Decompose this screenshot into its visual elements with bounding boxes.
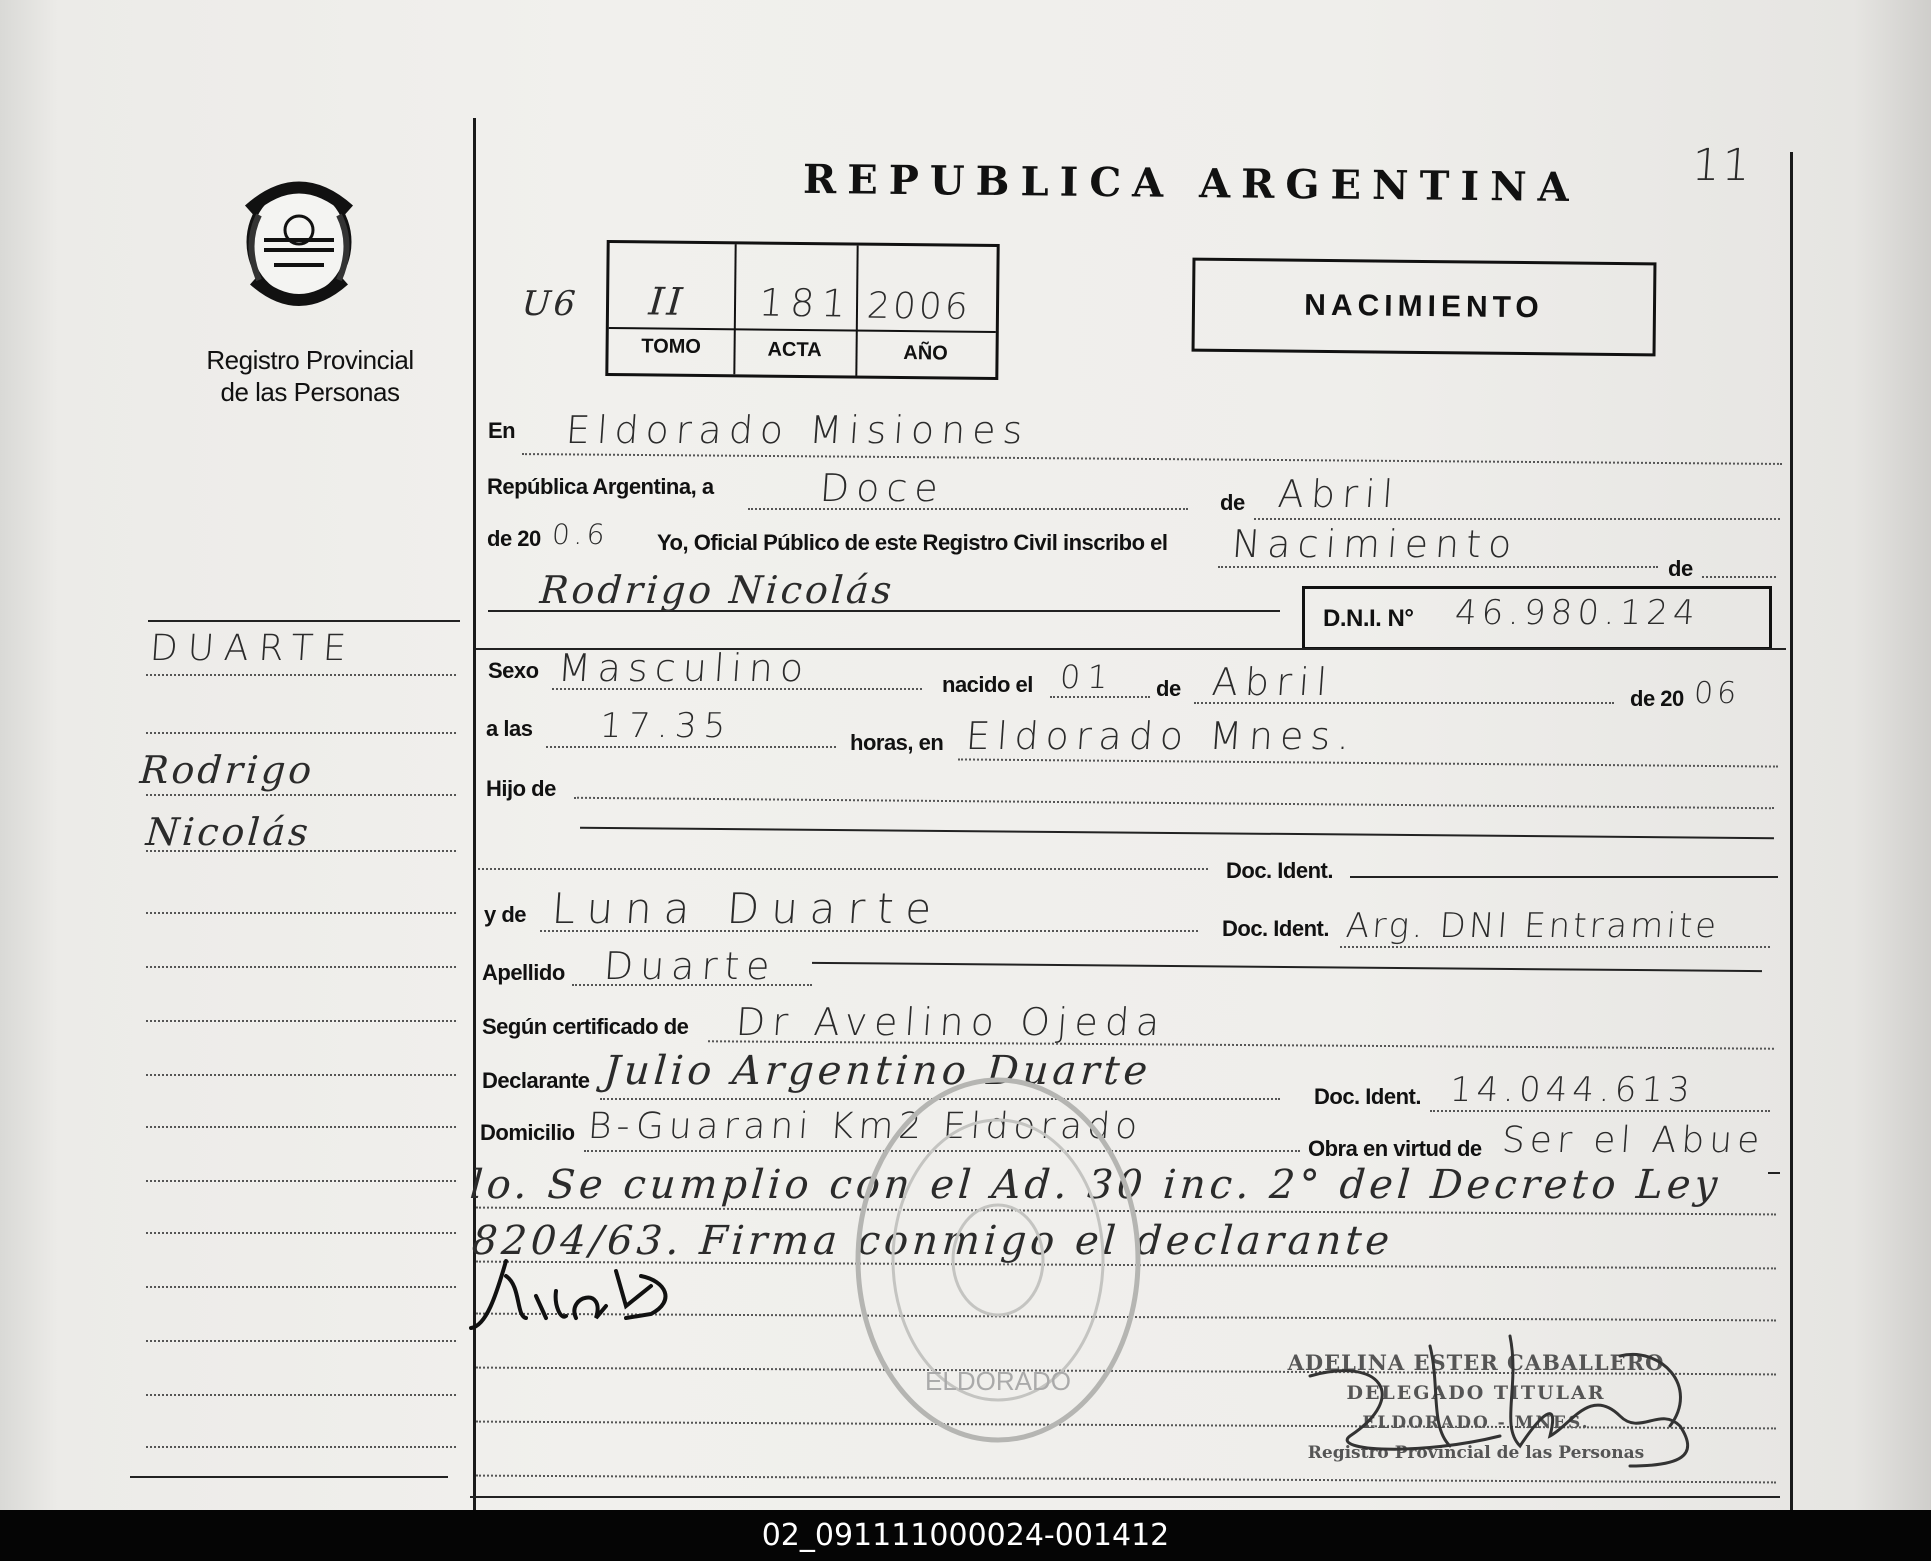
margin-surname: DUARTE xyxy=(148,628,358,669)
certificado-value: Dr Avelino Ojeda xyxy=(734,1000,1168,1044)
file-id: 02_091111000024-001412 xyxy=(761,1518,1170,1553)
declarant-signature xyxy=(466,1256,696,1336)
declarante-doc: 14.044.613 xyxy=(1448,1070,1697,1110)
registry-name-line1: Registro Provincial xyxy=(206,345,414,375)
tomo-label: TOMO xyxy=(641,335,702,358)
record-type: NACIMIENTO xyxy=(1304,288,1544,325)
place-value: Eldorado Misiones xyxy=(564,408,1032,452)
round-seal-text: ELDORADO xyxy=(925,1366,1071,1396)
birth-month: Abril xyxy=(1210,660,1336,704)
en-label: En xyxy=(488,418,516,443)
stamp-line-3: ELDORADO - MNES. xyxy=(1362,1413,1590,1433)
frame-right-line xyxy=(1790,152,1793,1510)
day-value: Doce xyxy=(818,466,947,510)
file-id-footer xyxy=(0,1510,1931,1561)
domicilio-value: B-Guarani Km2 Eldorado xyxy=(586,1106,1144,1147)
note-line-1: lo. Se cumplio con el Ad. 30 inc. 2° del Decreto Ley xyxy=(468,1162,1723,1208)
anio-value: 2006 xyxy=(865,285,973,328)
year-suffix: 0.6 xyxy=(550,518,610,551)
record-id-table xyxy=(605,240,999,380)
yo-text: Yo, Oficial Público de este Registro Civil inscribo el xyxy=(657,530,1168,555)
margin-given-name-1: Rodrigo xyxy=(138,748,316,792)
doc-ident-label-3: Doc. Ident. xyxy=(1314,1084,1421,1109)
segun-label: Según certificado de xyxy=(482,1014,689,1039)
year-prefix: de 20 xyxy=(487,526,541,551)
time-value: 17.35 xyxy=(598,706,734,746)
a-las-label: a las xyxy=(486,716,533,741)
month-value: Abril xyxy=(1276,472,1402,516)
obra-value: Ser el Abue xyxy=(1500,1120,1766,1161)
dni-box xyxy=(1302,586,1772,650)
coat-of-arms-icon xyxy=(234,170,364,320)
child-name: Rodrigo Nicolás xyxy=(538,568,896,612)
dni-value: 46.980.124 xyxy=(1453,593,1702,633)
official-round-seal xyxy=(848,1060,1148,1460)
birth-place: Eldorado Mnes. xyxy=(964,714,1358,758)
declarante-label: Declarante xyxy=(482,1068,590,1093)
page-number: 11 xyxy=(1690,140,1754,191)
note-line-2: 8204/63. Firma conmigo el declarante xyxy=(470,1218,1395,1264)
stamp-line-4: Registro Provincial de las Personas xyxy=(1307,1443,1645,1463)
record-type-box xyxy=(1192,258,1657,357)
mother-doc: Arg. DNI Entramite xyxy=(1344,906,1721,946)
de-label-3: de xyxy=(1156,676,1181,701)
stamp-line-2: DELEGADO TITULAR xyxy=(1346,1382,1606,1404)
tomo-value: II xyxy=(647,279,687,324)
sexo-value: Masculino xyxy=(556,646,812,690)
birth-year-prefix: de 20 xyxy=(1630,686,1684,711)
nacido-label: nacido el xyxy=(942,672,1033,697)
birth-day: 01 xyxy=(1058,658,1117,696)
acta-value: 181 xyxy=(757,280,855,326)
acta-label: ACTA xyxy=(767,338,822,362)
de-label: de xyxy=(1220,490,1245,515)
horas-label: horas, en xyxy=(850,730,944,755)
republica-label: República Argentina, a xyxy=(487,474,714,499)
apellido-value: Duarte xyxy=(602,944,779,988)
margin-note: U6 xyxy=(520,284,580,324)
y-de-label: y de xyxy=(484,902,527,927)
apellido-label: Apellido xyxy=(482,960,565,985)
anio-label: AÑO xyxy=(903,342,948,365)
hijo-label: Hijo de xyxy=(486,776,556,801)
mother-name: Luna Duarte xyxy=(550,884,945,933)
event-value: Nacimiento xyxy=(1230,522,1520,566)
declarante-value: Julio Argentino Duarte xyxy=(602,1048,1153,1094)
dni-label: D.N.I. N° xyxy=(1323,605,1414,632)
doc-ident-label-1: Doc. Ident. xyxy=(1226,858,1333,883)
domicilio-label: Domicilio xyxy=(480,1120,575,1145)
de-label-2: de xyxy=(1668,556,1693,581)
country-title: REPUBLICA ARGENTINA xyxy=(802,155,1580,212)
margin-given-name-2: Nicolás xyxy=(144,810,313,854)
official-signature xyxy=(1300,1326,1730,1476)
stamp-line-1: ADELINA ESTER CABALLERO xyxy=(1287,1350,1665,1375)
doc-ident-label-2: Doc. Ident. xyxy=(1222,916,1329,941)
obra-label: Obra en virtud de xyxy=(1308,1136,1482,1161)
registry-name-line2: de las Personas xyxy=(220,377,400,407)
sexo-label: Sexo xyxy=(488,658,539,683)
birth-year-suffix: 06 xyxy=(1692,676,1742,711)
